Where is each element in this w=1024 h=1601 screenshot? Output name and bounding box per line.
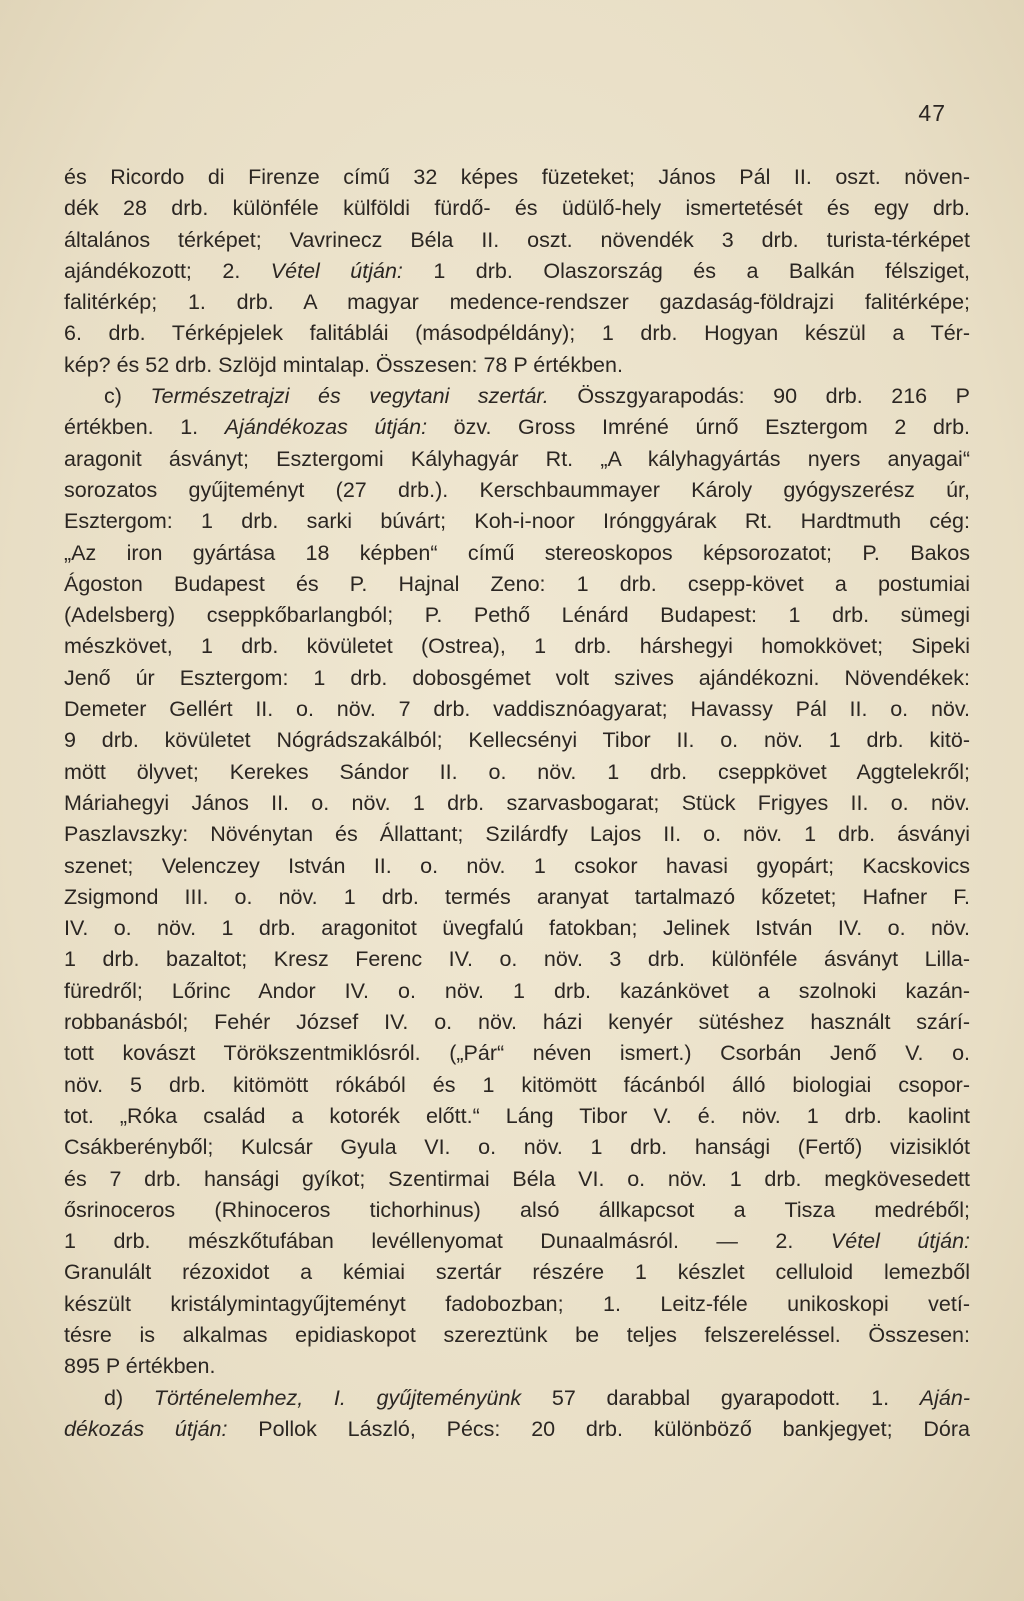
text-line: Csákberényből; Kulcsár Gyula VI. o. növ. 1 drb. hansági (Fertő) vizisiklót <box>64 1135 970 1160</box>
text-line: füredről; Lőrinc Andor IV. o. növ. 1 drb. kazánkövet a szolnoki kazán- <box>64 978 970 1003</box>
text-line: Esztergom: 1 drb. sarki búvárt; Koh-i-noor Irónggyárak Rt. Hardtmuth cég: <box>64 509 970 534</box>
text-run: 1 drb. Olaszország és a Balkán félsziget, <box>402 258 971 283</box>
text-line: Ágoston Budapest és P. Hajnal Zeno: 1 drb. csepp-követ a postumiai <box>64 571 970 596</box>
text-line <box>64 1383 970 1414</box>
italic-heading-text: Ajándékozas útján: <box>224 415 428 440</box>
text-line: 6. drb. Térképjelek falitáblái (másodpéldány); 1 drb. Hogyan készül a Tér- <box>64 321 970 346</box>
text-line: Granulált rézoxidot a kémiai szertár részére 1 készlet celluloid lemezből <box>64 1260 970 1285</box>
text-line: (Adelsberg) cseppkőbarlangból; P. Pethő Lénárd Budapest: 1 drb. sümegi <box>64 603 970 628</box>
text-line: és Ricordo di Firenze című 32 képes füzeteket; János Pál II. oszt. növen- <box>64 165 970 189</box>
text-run: értékben. 1. <box>64 415 225 440</box>
text-line: Demeter Gellért II. o. növ. 7 drb. vaddisznóagyarat; Havassy Pál II. o. növ. <box>64 697 970 722</box>
text-line: robbanásból; Fehér József IV. o. növ. házi kenyér sütéshez használt szárí- <box>64 1010 970 1035</box>
text-run: 57 darabbal gyarapodott. 1. <box>521 1385 920 1410</box>
text-line: dék 28 drb. különféle külföldi fürdő- és üdülő-hely ismertetését és egy drb. <box>64 196 970 221</box>
text-line: kép? és 52 drb. Szlöjd mintalap. Összesen: 78 P értékben. <box>64 352 623 377</box>
text-line: aragonit ásványt; Esztergomi Kályhagyár Rt. „A kályhagyártás nyers anyagai“ <box>64 446 970 471</box>
text-line: tot. „Róka család a kotorék előtt.“ Láng Tibor V. é. növ. 1 drb. kaolint <box>64 1103 970 1128</box>
body-text <box>64 162 970 1445</box>
text-line: Paszlavszky: Növénytan és Állattant; Szilárdfy Lajos II. o. növ. 1 drb. ásványi <box>64 822 970 847</box>
text-run: d) <box>104 1385 154 1410</box>
text-line: tott kovászt Törökszentmiklósról. („Pár“ néven ismert.) Csorbán Jenő V. o. <box>64 1041 970 1066</box>
text-line: általános térképet; Vavrinecz Béla II. oszt. növendék 3 drb. turista-térképet <box>64 227 970 252</box>
text-run: 1 drb. mészkőtufában levéllenyomat Dunaalmásról. — 2. <box>64 1229 831 1254</box>
italic-heading-text: Aján- <box>919 1385 970 1410</box>
italic-heading-text: Vétel útján: <box>270 258 403 283</box>
text-line: sorozatos gyűjteményt (27 drb.). Kerschbaummayer Károly gyógyszerész úr, <box>64 477 970 502</box>
text-run: özv. Gross Imréné úrnő Esztergom 2 drb. <box>427 415 970 440</box>
text-line: falitérkép; 1. drb. A magyar medence-rendszer gazdaság-földrajzi falitérképe; <box>64 290 970 315</box>
italic-heading-text: Természetrajzi és vegytani szertár. <box>150 384 549 409</box>
text-line: Zsigmond III. o. növ. 1 drb. termés aranyat tartalmazó kőzetet; Hafner F. <box>64 884 970 909</box>
page-number: 47 <box>918 100 946 126</box>
italic-heading-text: Történelemhez, I. gyűjteményünk <box>153 1385 522 1410</box>
text-line: Máriahegyi János II. o. növ. 1 drb. szarvasbogarat; Stück Frigyes II. o. növ. <box>64 790 970 815</box>
text-line <box>64 412 970 443</box>
text-line: növ. 5 drb. kitömött rókából és 1 kitömött fácánból álló biologiai csopor- <box>64 1072 970 1097</box>
text-run: Összgyarapodás: 90 drb. 216 P <box>548 384 970 409</box>
text-line <box>64 256 970 287</box>
text-line: 895 P értékben. <box>64 1354 216 1379</box>
italic-heading-text: Vétel útján: <box>830 1229 970 1254</box>
text-line: ősrinoceros (Rhinoceros tichorhinus) alsó állkapcsot a Tisza medréből; <box>64 1197 970 1222</box>
text-line: IV. o. növ. 1 drb. aragonitot üvegfalú fatokban; Jelinek István IV. o. növ. <box>64 916 970 941</box>
text-line <box>64 1226 970 1257</box>
text-line: készült kristálymintagyűjteményt fadobozban; 1. Leitz-féle unikoskopi vetí- <box>64 1291 970 1316</box>
text-line: mött ölyvet; Kerekes Sándor II. o. növ. 1 drb. cseppkövet Aggtelekről; <box>64 759 970 784</box>
text-line: 9 drb. kövületet Nógrádszakálból; Kellecsényi Tibor II. o. növ. 1 drb. kitö- <box>64 728 970 753</box>
text-line: tésre is alkalmas epidiaskopot szereztünk be teljes felszereléssel. Összesen: <box>64 1322 970 1347</box>
text-line: Jenő úr Esztergom: 1 drb. dobosgémet volt szives ajándékozni. Növendékek: <box>64 665 970 690</box>
text-run: c) <box>104 384 151 409</box>
text-line: és 7 drb. hansági gyíkot; Szentirmai Béla VI. o. növ. 1 drb. megkövesedett <box>64 1166 970 1191</box>
text-line: 1 drb. bazaltot; Kresz Ferenc IV. o. növ. 3 drb. különféle ásványt Lilla- <box>64 947 970 972</box>
text-line: mészkövet, 1 drb. kövületet (Ostrea), 1 drb. hárshegyi homokkövet; Sipeki <box>64 634 970 659</box>
text-run: ajándékozott; 2. <box>64 258 271 283</box>
text-line: „Az iron gyártása 18 képben“ című stereoskopos képsorozatot; P. Bakos <box>64 540 970 565</box>
italic-heading-text: dékozás útján: <box>64 1416 228 1441</box>
text-line <box>64 381 970 412</box>
text-run: Pollok László, Pécs: 20 drb. különböző bankjegyet; Dóra <box>227 1416 970 1441</box>
text-line <box>64 1414 970 1445</box>
text-line: szenet; Velenczey István II. o. növ. 1 csokor havasi gyopárt; Kacskovics <box>64 853 970 878</box>
